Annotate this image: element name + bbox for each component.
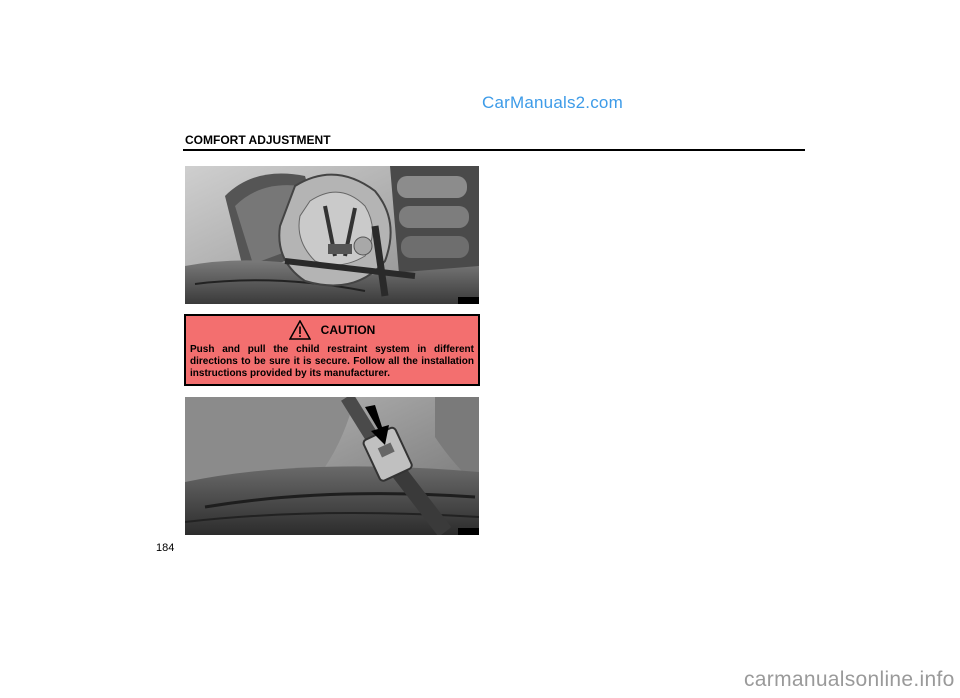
figure-code-mark	[458, 528, 479, 535]
child-restraint-seat-illustration	[185, 166, 479, 304]
site-watermark-top: CarManuals2.com	[482, 93, 623, 112]
caution-box	[184, 314, 480, 386]
page-number: 184	[156, 542, 175, 554]
caution-header	[186, 319, 478, 341]
site-watermark-bottom: carmanualsonline.info	[744, 668, 955, 691]
header-rule	[183, 149, 805, 151]
caution-text: Push and pull the child restraint system in different directions to be sure it is secure. Follow all the installation instructions provided by its manufacturer.	[190, 344, 474, 379]
caution-label: CAUTION	[320, 323, 376, 337]
child-seat-installed-illustration	[185, 166, 479, 304]
warning-triangle-icon	[289, 320, 311, 340]
seat-belt-buckle-illustration	[185, 397, 479, 535]
section-title: COMFORT ADJUSTMENT	[185, 133, 331, 147]
figure-code-mark	[458, 297, 479, 304]
seat-belt-buckle-press-arrow	[185, 397, 479, 535]
